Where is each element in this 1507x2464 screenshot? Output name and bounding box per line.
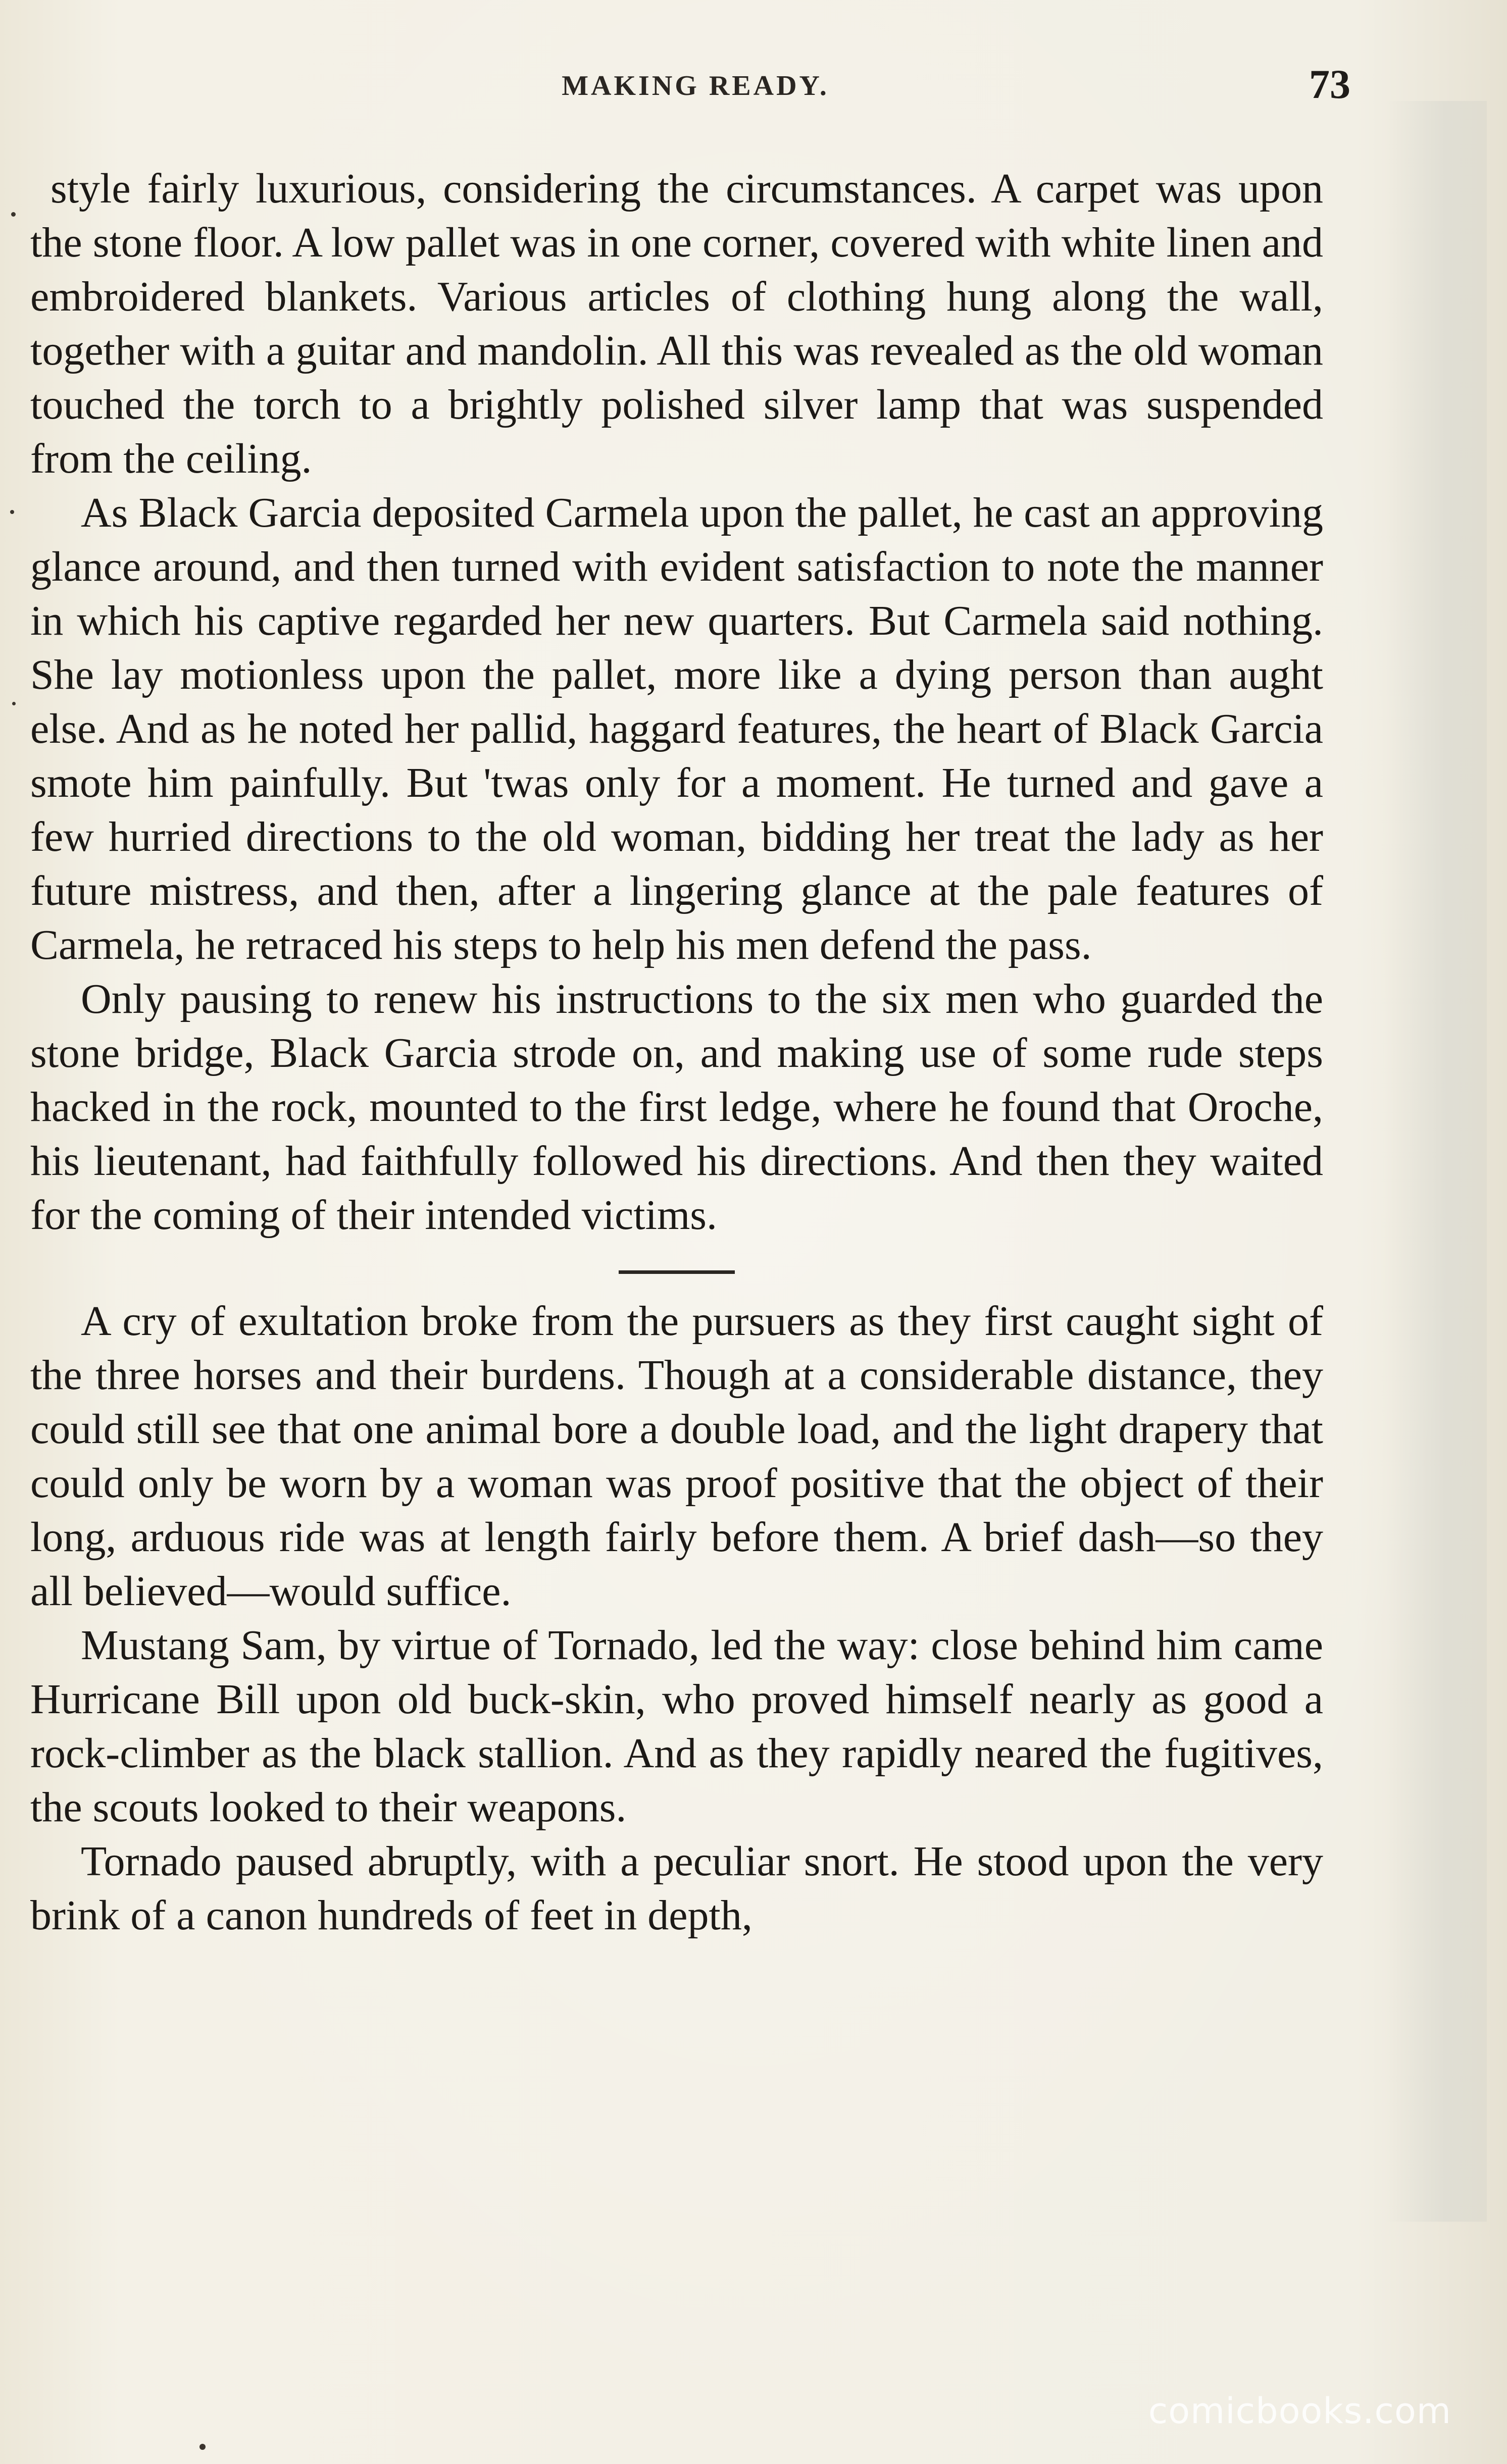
section-divider (619, 1270, 735, 1274)
paragraph: Mustang Sam, by virtue of Tornado, led the way: close behind him came Hurricane Bill upon old buck-skin, who proved himself nearly as good a rock-climber as the black stallion. And as they rapidly neared the fugitives, the scouts looked to their weapons. (30, 1622, 1323, 1831)
paragraph: Tornado paused abruptly, with a peculiar snort. He stood upon the very brink of a canon hundreds of feet in depth, (30, 1838, 1323, 1939)
paragraph: Only pausing to renew his instructions to the six men who guarded the stone bridge, Black Garcia strode on, and making use of some rude steps hacked in the rock, mounted to the first ledge, where he found that Oroche, his lieutenant, had faithfully followed his directions. And then they waited for the coming of their intended victims. (30, 976, 1323, 1239)
ink-speck (12, 702, 16, 705)
watermark: comicbooks.com (1148, 2390, 1451, 2432)
ink-speck (10, 510, 14, 514)
body-text (30, 162, 1323, 1942)
paragraph: style fairly luxurious, considering the circumstances. A carpet was upon the stone floor. A low pallet was in one corner, covered with white linen and embroidered blankets. Various articles of clothing hung along the wall, together with a guitar and mandolin. All this was revealed as the old woman touched the torch to a brightly polished silver lamp that was suspended from the ceiling. (30, 165, 1323, 482)
paragraph: As Black Garcia deposited Carmela upon the pallet, he cast an approving glance around, and then turned with evident satisfaction to note the manner in which his captive regarded her new quarters. But Carmela said nothing. She lay motionless upon the pallet, more like a dying person than aught else. And as he noted her pallid, haggard features, the heart of Black Garcia smote him painfully. But 'twas only for a moment. He turned and gave a few hurried directions to the old woman, bidding her treat the lady as her future mistress, and then, after a lingering glance at the pale features of Carmela, he retraced his steps to help his men defend the pass. (30, 489, 1323, 968)
page-number: 73 (1309, 61, 1350, 107)
running-title: MAKING READY. (562, 70, 829, 101)
ink-speck (199, 2444, 206, 2450)
running-head (40, 61, 1350, 116)
paragraph: A cry of exultation broke from the pursuers as they first caught sight of the three horses and their burdens. Though at a considerable distance, they could still see that one animal bore a double load, and the light drapery that could only be worn by a woman was proof positive that the object of their long, arduous ride was at length fairly before them. A brief dash—so they all believed—would suffice. (30, 1298, 1323, 1615)
ink-speck (11, 212, 16, 217)
show-through-shading (1386, 101, 1487, 2222)
